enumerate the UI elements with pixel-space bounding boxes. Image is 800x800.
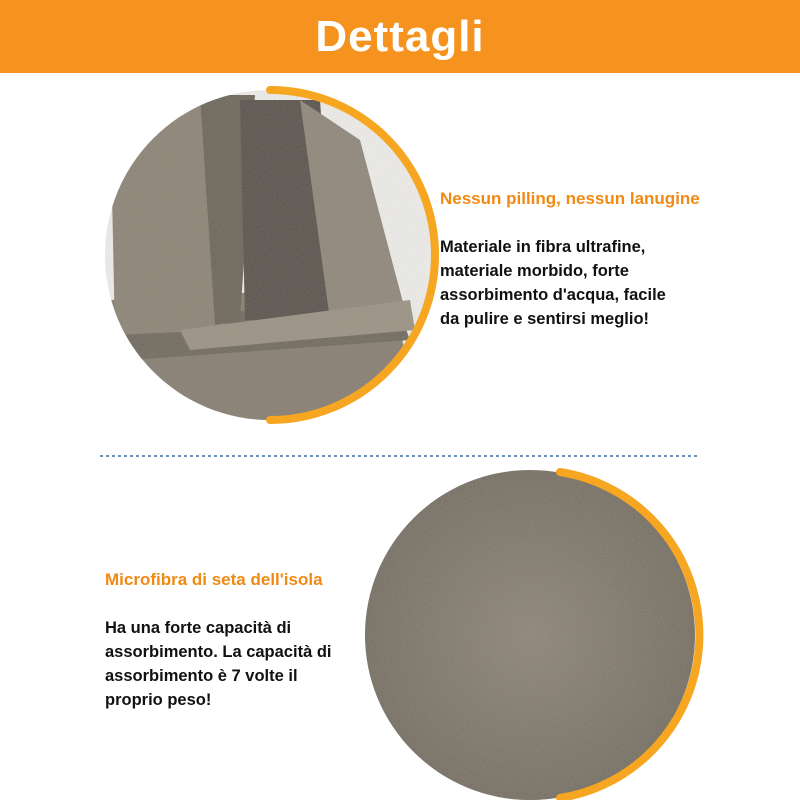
feature-subtitle: Microfibra di seta dell'isola	[105, 570, 323, 589]
page-title: Dettagli	[315, 11, 485, 61]
feature-description: Ha una forte capacità di assorbimento. La capacità di assorbimento è 7 volte il proprio peso!	[105, 619, 332, 709]
feature-silk-microfiber	[105, 570, 375, 712]
feature-description: Materiale in fibra ultrafine, materiale morbido, forte assorbimento d'acqua, facile da pulire e sentirsi meglio!	[440, 238, 666, 328]
feature-subtitle: Nessun pilling, nessun lanugine	[440, 189, 700, 208]
feature-no-pilling	[440, 189, 790, 331]
